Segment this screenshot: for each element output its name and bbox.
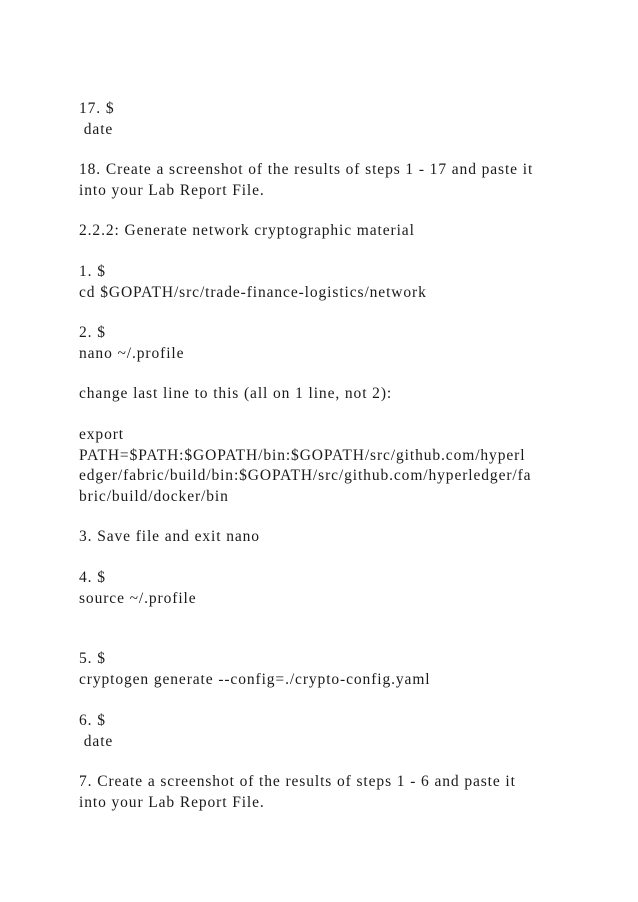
export-path-line-2: edger/fabric/build/bin:$GOPATH/src/github.com/hyperledger/fa [79, 467, 532, 484]
step-5-command: cryptogen generate --config=./crypto-config.yaml [79, 671, 431, 688]
step-7-text-line-1: 7. Create a screenshot of the results of steps 1 - 6 and paste it [79, 773, 516, 790]
step-2-prompt: 2. $ [79, 324, 106, 341]
step-6-prompt: 6. $ [79, 712, 106, 729]
step-4-prompt: 4. $ [79, 569, 106, 586]
export-path-line-3: bric/build/docker/bin [79, 488, 229, 505]
export-path-line-1: PATH=$PATH:$GOPATH/bin:$GOPATH/src/github.com/hyperl [79, 447, 526, 464]
step-3-text: 3. Save file and exit nano [79, 528, 260, 545]
step-7-text-line-2: into your Lab Report File. [79, 794, 265, 811]
step-17-command: date [79, 121, 114, 138]
step-5-prompt: 5. $ [79, 650, 106, 667]
step-17-prompt: 17. $ [79, 100, 115, 117]
step-2-command: nano ~/.profile [79, 345, 185, 362]
export-keyword: export [79, 426, 124, 443]
step-4-command: source ~/.profile [79, 590, 197, 607]
step-18-text-line-2: into your Lab Report File. [79, 182, 265, 199]
step-1-prompt: 1. $ [79, 263, 106, 280]
section-heading: 2.2.2: Generate network cryptographic material [79, 222, 415, 239]
step-18-text-line-1: 18. Create a screenshot of the results of steps 1 - 17 and paste it [79, 161, 534, 178]
instruction-text: change last line to this (all on 1 line, not 2): [79, 385, 393, 402]
step-6-command: date [79, 733, 114, 750]
step-1-command: cd $GOPATH/src/trade-finance-logistics/network [79, 284, 427, 301]
